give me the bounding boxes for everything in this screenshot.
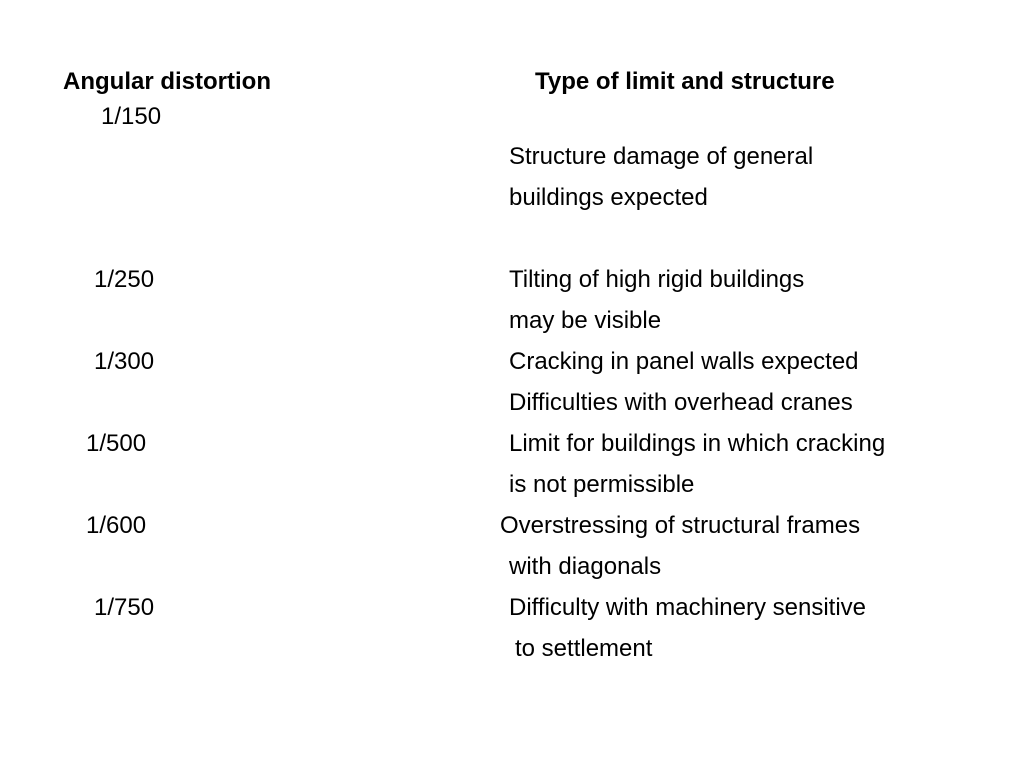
limit-text-1-150-line1: Structure damage of general (509, 143, 814, 170)
limit-text-1-300-line1: Cracking in panel walls expected (509, 348, 859, 375)
limit-text-1-250-line1: Tilting of high rigid buildings (509, 266, 805, 293)
header-angular-distortion: Angular distortion (63, 68, 271, 95)
distortion-value-1-600: 1/600 (86, 512, 147, 539)
limit-text-1-300-line2: Difficulties with overhead cranes (509, 389, 853, 416)
limit-text-1-150-line2: buildings expected (509, 184, 708, 211)
distortion-value-1-300: 1/300 (94, 348, 155, 375)
limit-text-1-750-line1: Difficulty with machinery sensitive (509, 594, 867, 621)
limit-text-1-500-line1: Limit for buildings in which cracking (509, 430, 886, 457)
limit-text-1-600-line1: Overstressing of structural frames (500, 512, 861, 539)
limit-text-1-750-line2: to settlement (515, 635, 653, 662)
distortion-value-1-250: 1/250 (94, 266, 155, 293)
limit-text-1-500-line2: is not permissible (509, 471, 695, 498)
distortion-value-1-150: 1/150 (101, 103, 162, 130)
limit-text-1-250-line2: may be visible (509, 307, 662, 334)
header-type-of-limit: Type of limit and structure (535, 68, 835, 95)
distortion-value-1-500: 1/500 (86, 430, 147, 457)
limit-text-1-600-line2: with diagonals (509, 553, 662, 580)
distortion-value-1-750: 1/750 (94, 594, 155, 621)
